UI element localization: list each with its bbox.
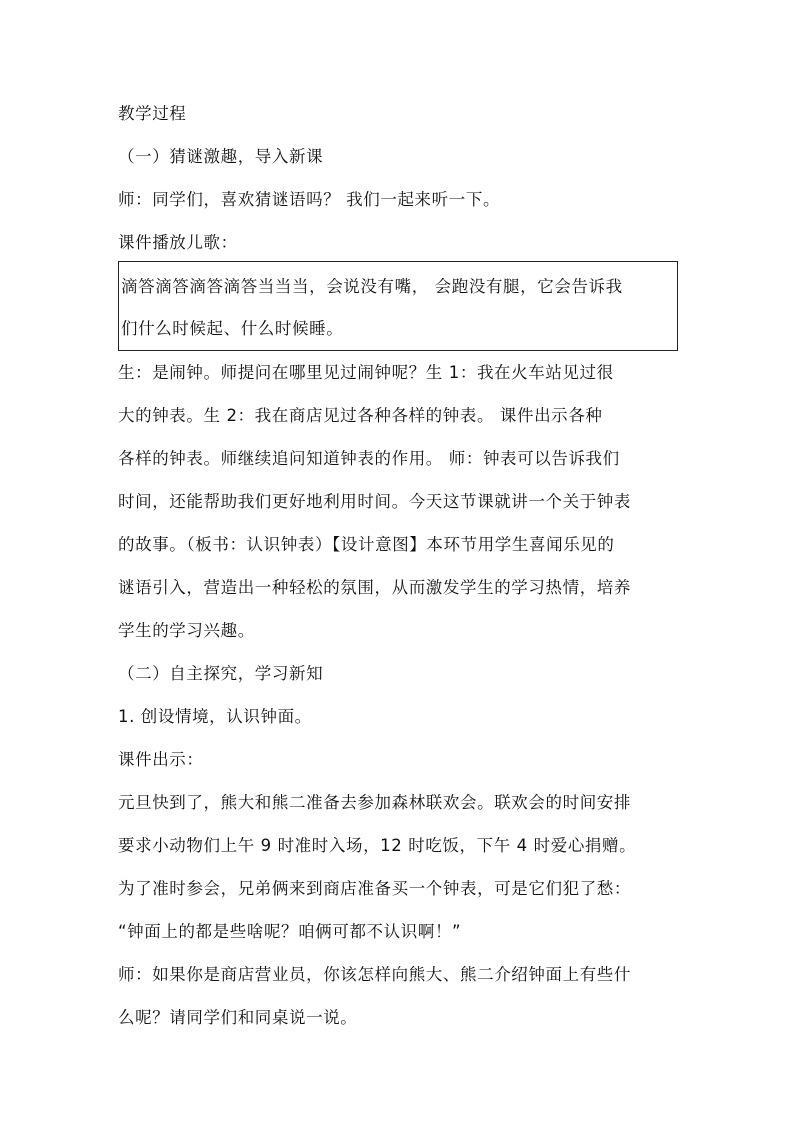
section-title-2: （二）自主探究，学习新知 — [118, 664, 324, 683]
paragraph-line: 学生的学习兴趣。 — [118, 621, 255, 640]
paragraph-line: 生：是闹钟。师提问在哪里见过闹钟呢？生 1：我在火车站见过很 — [118, 363, 614, 382]
paragraph: 师：同学们，喜欢猜谜语吗？ 我们一起来听一下。 — [118, 190, 501, 209]
section-title-1: （一）猜谜激趣，导入新课 — [118, 147, 324, 166]
rhyme-box — [118, 261, 678, 351]
paragraph-line: “钟面上的都是些啥呢？咱俩可都不认识啊！” — [118, 922, 462, 941]
rhyme-line: 们什么时候起、什么时候睡。 — [121, 319, 344, 338]
paragraph-line: 谜语引入，营造出一种轻松的氛围，从而激发学生的学习热情，培养 — [118, 578, 631, 597]
rhyme-line: 滴答滴答滴答滴答当当当，会说没有嘴， 会跑没有腿，它会告诉我 — [121, 277, 623, 296]
paragraph-line: 要求小动物们上午 9 时准时入场，12 时吃饭，下午 4 时爱心捐赠。 — [118, 836, 637, 855]
paragraph-line: 的故事。（板书：认识钟表）【设计意图】本环节用学生喜闻乐见的 — [118, 535, 615, 554]
paragraph-line: 各样的钟表。师继续追问知道钟表的作用。 师：钟表可以告诉我们 — [118, 449, 620, 468]
paragraph: 课件播放儿歌： — [118, 233, 238, 252]
paragraph-line: 时间，还能帮助我们更好地利用时间。今天这节课就讲一个关于钟表 — [118, 492, 631, 511]
paragraph-line: 元旦快到了，熊大和熊二准备去参加森林联欢会。联欢会的时间安排 — [118, 793, 631, 812]
paragraph-line: 么呢？请同学们和同桌说一说。 — [118, 1008, 358, 1027]
paragraph-line: 为了准时参会，兄弟俩来到商店准备买一个钟表，可是它们犯了愁： — [118, 879, 631, 898]
heading: 教学过程 — [118, 104, 187, 123]
paragraph-line: 师：如果你是商店营业员，你该怎样向熊大、熊二介绍钟面上有些什 — [118, 965, 631, 984]
list-item: 1. 创设情境，认识钟面。 — [118, 707, 312, 726]
paragraph: 课件出示： — [118, 750, 204, 769]
paragraph-line: 大的钟表。生 2：我在商店见过各种各样的钟表。 课件出示各种 — [118, 406, 603, 425]
